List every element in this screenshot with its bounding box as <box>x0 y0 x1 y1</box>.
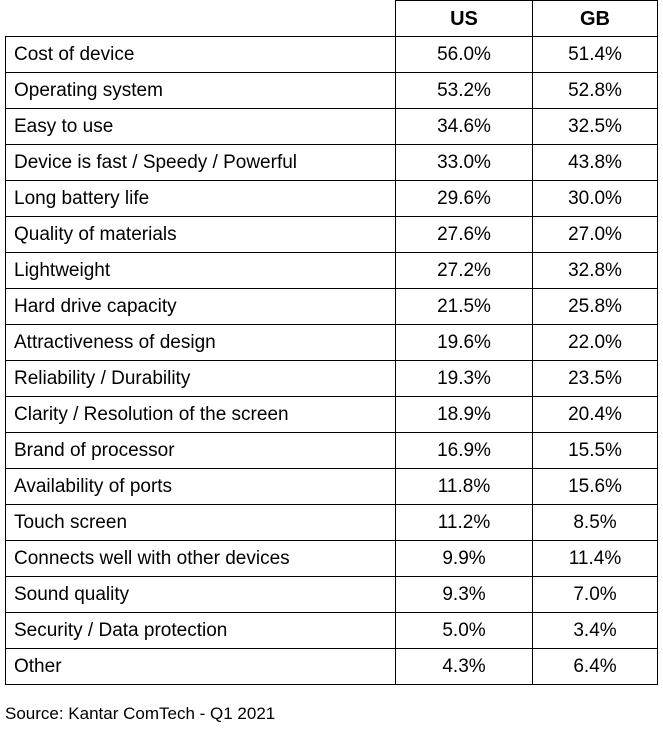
row-value-gb: 30.0% <box>533 181 658 217</box>
table-row <box>6 613 658 649</box>
table-row <box>6 433 658 469</box>
row-label: Brand of processor <box>6 433 396 469</box>
preferences-table <box>5 0 658 685</box>
table-row <box>6 541 658 577</box>
table-row <box>6 505 658 541</box>
table-row <box>6 289 658 325</box>
row-label: Availability of ports <box>6 469 396 505</box>
source-note: Source: Kantar ComTech - Q1 2021 <box>5 704 276 723</box>
table-row <box>6 181 658 217</box>
row-label: Touch screen <box>6 505 396 541</box>
row-value-gb: 32.8% <box>533 253 658 289</box>
row-label: Connects well with other devices <box>6 541 396 577</box>
row-value-us: 27.6% <box>396 217 533 253</box>
row-value-us: 21.5% <box>396 289 533 325</box>
row-label: Long battery life <box>6 181 396 217</box>
row-value-gb: 7.0% <box>533 577 658 613</box>
row-label: Easy to use <box>6 109 396 145</box>
row-label: Security / Data protection <box>6 613 396 649</box>
table-row <box>6 397 658 433</box>
row-value-gb: 51.4% <box>533 37 658 73</box>
row-value-us: 9.3% <box>396 577 533 613</box>
row-label: Cost of device <box>6 37 396 73</box>
table-corner-cell <box>6 1 396 37</box>
table-row <box>6 361 658 397</box>
row-label: Clarity / Resolution of the screen <box>6 397 396 433</box>
row-label: Reliability / Durability <box>6 361 396 397</box>
row-value-gb: 25.8% <box>533 289 658 325</box>
row-label: Sound quality <box>6 577 396 613</box>
row-value-us: 33.0% <box>396 145 533 181</box>
table-row <box>6 109 658 145</box>
row-value-us: 9.9% <box>396 541 533 577</box>
table-row <box>6 577 658 613</box>
table-row <box>6 217 658 253</box>
table-row <box>6 469 658 505</box>
row-label: Hard drive capacity <box>6 289 396 325</box>
row-value-gb: 32.5% <box>533 109 658 145</box>
row-label: Lightweight <box>6 253 396 289</box>
row-value-us: 11.2% <box>396 505 533 541</box>
table-row <box>6 325 658 361</box>
row-value-gb: 8.5% <box>533 505 658 541</box>
row-label: Device is fast / Speedy / Powerful <box>6 145 396 181</box>
table-header-row <box>6 1 658 37</box>
row-value-us: 4.3% <box>396 649 533 685</box>
column-header-gb: GB <box>533 1 658 37</box>
row-label: Operating system <box>6 73 396 109</box>
row-value-gb: 15.5% <box>533 433 658 469</box>
table-row <box>6 253 658 289</box>
row-value-gb: 15.6% <box>533 469 658 505</box>
table-body <box>6 37 658 685</box>
table-row <box>6 37 658 73</box>
row-value-gb: 52.8% <box>533 73 658 109</box>
row-value-gb: 23.5% <box>533 361 658 397</box>
row-value-gb: 20.4% <box>533 397 658 433</box>
table-row <box>6 649 658 685</box>
row-value-gb: 6.4% <box>533 649 658 685</box>
row-value-us: 11.8% <box>396 469 533 505</box>
row-value-us: 19.3% <box>396 361 533 397</box>
row-label: Quality of materials <box>6 217 396 253</box>
row-label: Other <box>6 649 396 685</box>
row-value-us: 34.6% <box>396 109 533 145</box>
row-value-gb: 3.4% <box>533 613 658 649</box>
row-value-us: 53.2% <box>396 73 533 109</box>
row-value-us: 18.9% <box>396 397 533 433</box>
row-value-us: 56.0% <box>396 37 533 73</box>
column-header-us: US <box>396 1 533 37</box>
row-value-gb: 27.0% <box>533 217 658 253</box>
row-value-us: 29.6% <box>396 181 533 217</box>
row-value-gb: 43.8% <box>533 145 658 181</box>
table-header <box>6 1 658 37</box>
row-value-gb: 22.0% <box>533 325 658 361</box>
table-row <box>6 145 658 181</box>
row-value-us: 5.0% <box>396 613 533 649</box>
row-value-us: 19.6% <box>396 325 533 361</box>
row-value-gb: 11.4% <box>533 541 658 577</box>
row-value-us: 27.2% <box>396 253 533 289</box>
row-label: Attractiveness of design <box>6 325 396 361</box>
table-row <box>6 73 658 109</box>
row-value-us: 16.9% <box>396 433 533 469</box>
